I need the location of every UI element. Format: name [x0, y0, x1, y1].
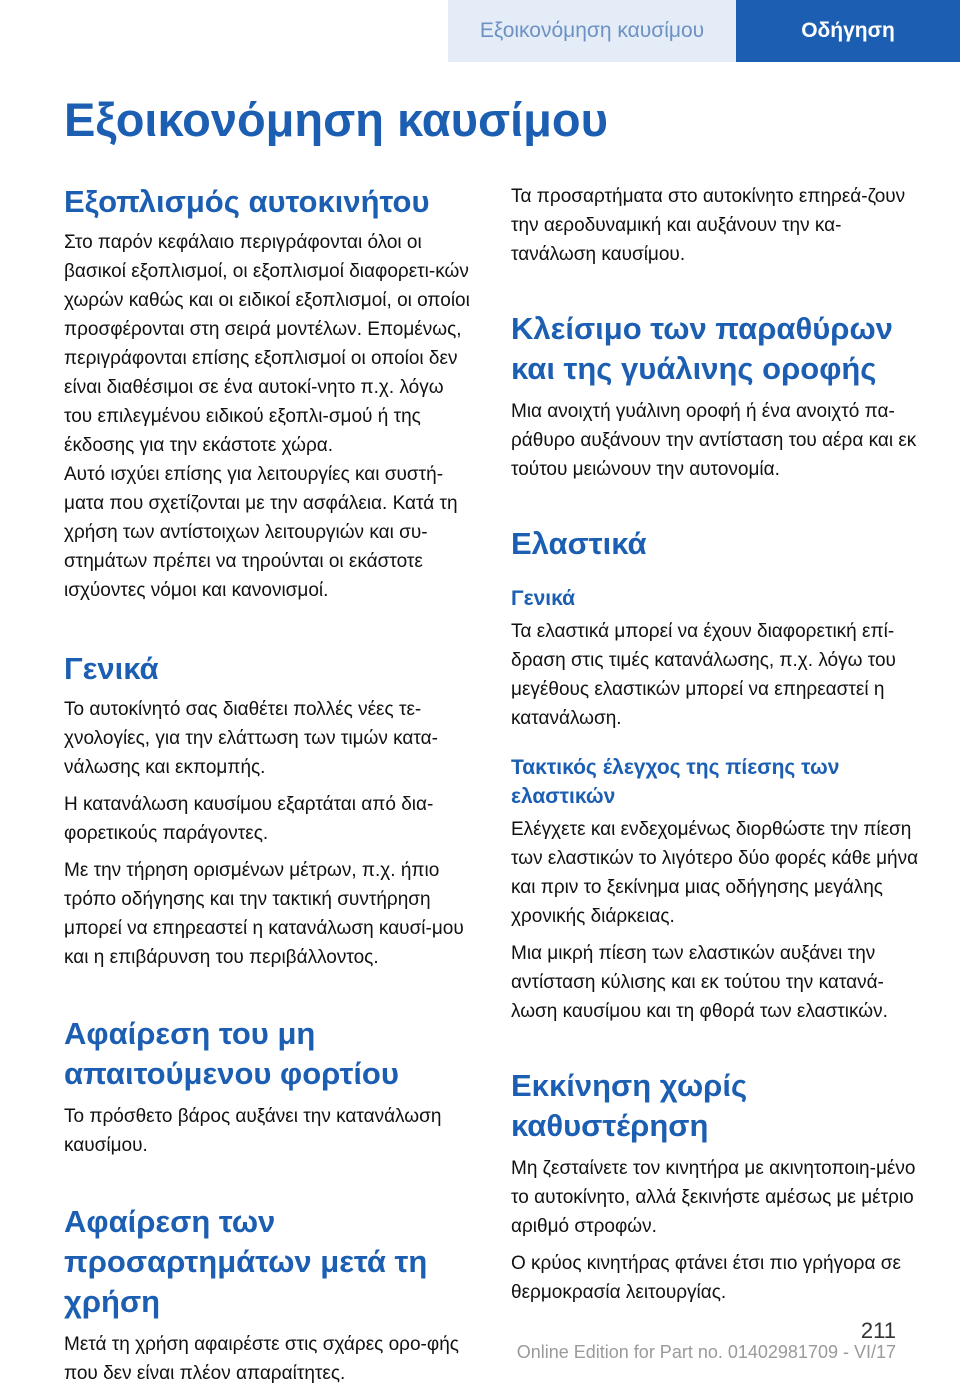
- paragraph: Μη ζεσταίνετε τον κινητήρα με ακινητοποιη-μένο το αυτοκίνητο, αλλά ξεκινήστε αμέσως με μέτριο αριθμό στροφών.: [511, 1158, 916, 1237]
- page-number: 211: [860, 1318, 896, 1343]
- heading-equipment: Εξοπλισμός αυτοκινήτου: [64, 184, 430, 219]
- footer: [0, 1318, 960, 1362]
- chapter-tab[interactable]: Οδήγηση: [736, 0, 960, 62]
- paragraph: Αυτό ισχύει επίσης για λειτουργίες και συστή-ματα που σχετίζονται με την ασφάλεια. Κατά τη χρήση των αντίστοιχων λειτουργιών και συ-στημάτων πρέπει να τηρούνται οι εκάστοτε ισχύοντες νόμοι και κανονισμοί.: [64, 464, 458, 601]
- edition-note: Online Edition for Part no. 01402981709 - VI/17: [516, 1342, 896, 1362]
- paragraph: Το αυτοκίνητό σας διαθέτει πολλές νέες τε-χνολογίες, για την ελάττωση των τιμών κατα-νάλωσης και εκπομπής.: [64, 699, 438, 778]
- heading-general: Γενικά: [64, 651, 159, 686]
- paragraph: Μετά τη χρήση αφαιρέστε στις σχάρες ορο-φής που δεν είναι πλέον απαραίτητες.: [64, 1334, 459, 1384]
- right-column: [511, 182, 923, 1307]
- section-tab[interactable]: Εξοικονόμηση καυσίμου: [448, 0, 736, 62]
- subheading-tyre-pressure: Τακτικός έλεγχος της πίεσης των ελαστικών: [511, 756, 840, 808]
- paragraph: Η κατανάλωση καυσίμου εξαρτάται από δια-φορετικούς παράγοντες.: [64, 794, 434, 844]
- paragraph: Ελέγχετε και ενδεχομένως διορθώστε την πίεση των ελαστικών το λιγότερο δύο φορές κάθε μήνα και πριν το ξεκίνημα μιας οδήγησης μεγάλης χρονικής διάρκειας.: [511, 819, 919, 927]
- paragraph: Το πρόσθετο βάρος αυξάνει την κατανάλωση καυσίμου.: [64, 1106, 442, 1156]
- paragraph: Τα ελαστικά μπορεί να έχουν διαφορετική επί-δραση στις τιμές κατανάλωσης, π.χ. λόγω του μεγέθους ελαστικών μπορεί να επηρεαστεί η κατανάλωση.: [511, 621, 896, 729]
- heading-tyres: Ελαστικά: [511, 526, 647, 561]
- paragraph: Τα προσαρτήματα στο αυτοκίνητο επηρεά-ζουν την αεροδυναμική και αυξάνουν την κα-τανάλωση καυσίμου.: [511, 186, 906, 265]
- paragraph: Με την τήρηση ορισμένων μέτρων, π.χ. ήπιο τρόπο οδήγησης και την τακτική συντήρηση μπορεί να επηρεαστεί η κατανάλωση καυσί-μου και η επιβάρυνση του περιβάλλοντος.: [64, 860, 464, 968]
- page-title: Εξοικονόμηση καυσίμου: [64, 93, 608, 146]
- paragraph: Στο παρόν κεφάλαιο περιγράφονται όλοι οι βασικοί εξοπλισμοί, οι εξοπλισμοί διαφορετι-κών χωρών καθώς και οι ειδικοί εξοπλισμοί, οι οποίοι προσφέρονται στη σειρά μοντέλων. Επομένως, περιγράφονται επίσης εξοπλισμοί οι οποίοι δεν είναι διαθέσιμοι σε ένα αυτοκί-νητο π.χ. λόγω του επιλεγμένου ειδικού εξοπλι-σμού ή της έκδοσης για την εκάστοτε χώρα.: [64, 232, 470, 456]
- paragraph: Ο κρύος κινητήρας φτάνει έτσι πιο γρήγορα σε θερμοκρασία λειτουργίας.: [511, 1253, 901, 1303]
- heading-attachments: Αφαίρεση των προσαρτημάτων μετά τη χρήση: [64, 1204, 428, 1319]
- paragraph: Μια μικρή πίεση των ελαστικών αυξάνει την αντίσταση κύλισης και εκ τούτου την κατανά-λωση καυσίμου και τη φθορά των ελαστικών.: [511, 943, 888, 1022]
- heading-start: Εκκίνηση χωρίς καθυστέρηση: [511, 1068, 748, 1143]
- subheading-tyres-general: Γενικά: [511, 587, 576, 610]
- header-tabs: [448, 0, 960, 62]
- heading-load: Αφαίρεση του μη απαιτούμενου φορτίου: [64, 1016, 399, 1091]
- paragraph: Μια ανοιχτή γυάλινη οροφή ή ένα ανοιχτό πα-ράθυρο αυξάνουν την αντίσταση του αέρα και εκ τούτου μειώνουν την αυτονομία.: [511, 401, 917, 480]
- heading-windows: Κλείσιμο των παραθύρων και της γυάλινης οροφής: [511, 311, 893, 386]
- left-column: [64, 182, 476, 1388]
